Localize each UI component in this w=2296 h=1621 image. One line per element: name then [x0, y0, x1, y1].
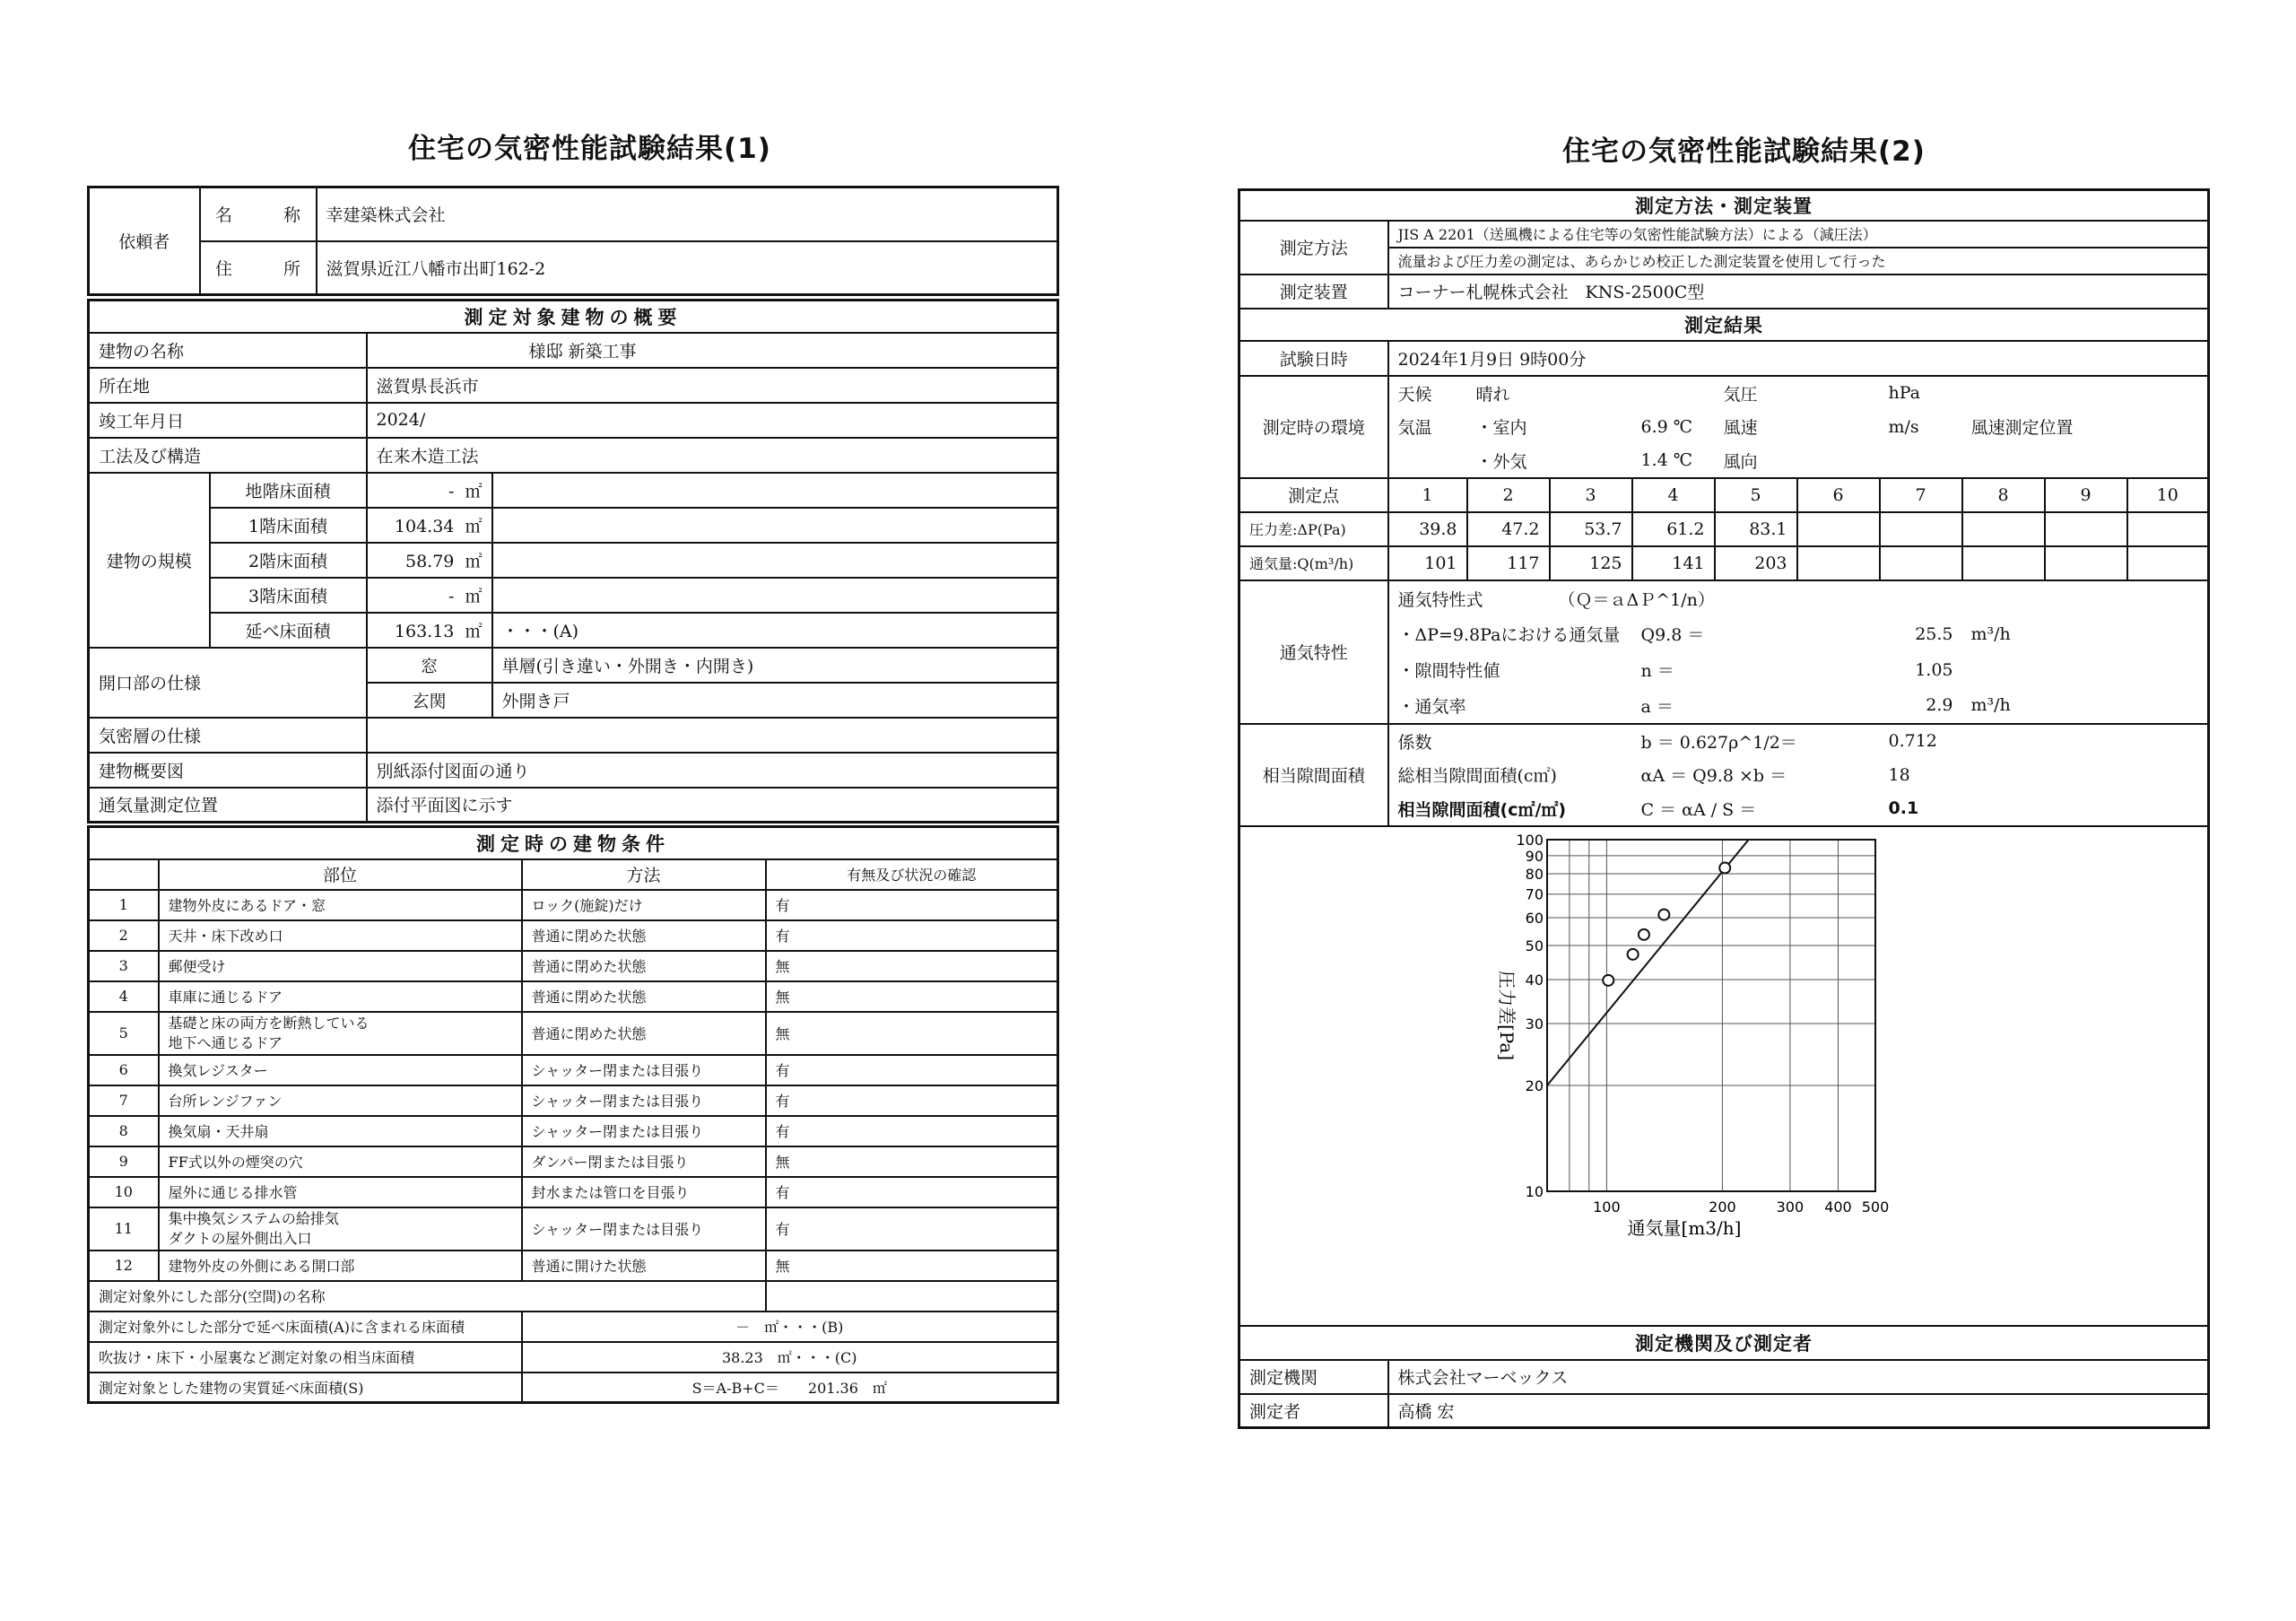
- scale-row-label: 延べ床面積: [210, 613, 367, 648]
- point-number: 9: [2045, 478, 2127, 512]
- condition-part: 基礎と床の両方を断熱している 地下へ通じるドア: [159, 1012, 522, 1055]
- scale-row-value: - ㎡: [367, 473, 492, 508]
- results-table: [1238, 188, 2210, 1429]
- overview-label: 工法及び構造: [89, 438, 367, 473]
- dp-value: [1962, 512, 2045, 546]
- device-label: 測定装置: [1239, 275, 1388, 309]
- condition-no: 11: [89, 1207, 159, 1251]
- method-label: 測定方法: [1239, 221, 1388, 275]
- condition-method: ダンパー閉または目張り: [522, 1146, 766, 1177]
- condition-status: 有: [766, 1055, 1058, 1085]
- q-value: 125: [1550, 546, 1632, 580]
- overview-value: 2024/: [367, 403, 1058, 438]
- condition-part: 集中換気システムの給排気 ダクトの屋外側出入口: [159, 1207, 522, 1251]
- y-axis-label: 圧力差[Pa]: [1496, 970, 1518, 1060]
- overview-label: 建物の名称: [89, 333, 367, 368]
- env-blank: [1880, 444, 2209, 478]
- condition-method: シャッター閉または目張り: [522, 1085, 766, 1116]
- data-point: [1658, 909, 1669, 919]
- env-pressure-label: 気圧: [1715, 376, 1880, 410]
- conditions-col-status: 有無及び状況の確認: [766, 859, 1058, 890]
- date-value: 2024年1月9日 9時00分: [1388, 341, 2209, 376]
- scale-row-value: 58.79 ㎡: [367, 543, 492, 578]
- env-blank: [1962, 376, 2209, 410]
- q-value: 117: [1467, 546, 1550, 580]
- conditions-table: [87, 825, 1059, 1404]
- summary-label: 測定対象外にした部分で延べ床面積(A)に含まれる床面積: [89, 1312, 522, 1342]
- point-number: 3: [1550, 478, 1632, 512]
- env-outdoor: 1.4 ℃: [1632, 444, 1715, 478]
- requester-name: 幸建築株式会社: [317, 187, 1058, 241]
- dp-label: 圧力差:ΔP(Pa): [1239, 512, 1388, 546]
- points-label: 測定点: [1239, 478, 1388, 512]
- org-label: 測定機関: [1239, 1360, 1388, 1394]
- summary-value: 38.23 ㎡・・・(C): [522, 1342, 1058, 1373]
- scale-row-label: 3階床面積: [210, 578, 367, 613]
- condition-method: シャッター閉または目張り: [522, 1055, 766, 1085]
- date-label: 試験日時: [1239, 341, 1388, 376]
- page2-title: 住宅の気密性能試験結果(2): [1562, 135, 1926, 168]
- opening-spec: 外開き戸: [492, 683, 1058, 718]
- condition-status: 無: [766, 1146, 1058, 1177]
- x-tick-label: 100: [1593, 1198, 1621, 1216]
- condition-method: シャッター閉または目張り: [522, 1116, 766, 1146]
- scale-row-suffix: [492, 508, 1058, 543]
- scale-row-suffix: [492, 578, 1058, 613]
- overview-value: 添付平面図に示す: [367, 788, 1058, 823]
- opening-spec: 単層(引き違い・外開き・内開き): [492, 648, 1058, 683]
- condition-part: 天井・床下改め口: [159, 920, 522, 951]
- condition-status: 有: [766, 1116, 1058, 1146]
- condition-status: 有: [766, 890, 1058, 920]
- overview-label: 気密層の仕様: [89, 718, 367, 753]
- requester-name-label: 名 称: [200, 187, 317, 241]
- conditions-col-part: 部位: [159, 859, 522, 890]
- condition-status: 有: [766, 1085, 1058, 1116]
- person-label: 測定者: [1239, 1394, 1388, 1428]
- env-label: 測定時の環境: [1239, 376, 1388, 478]
- airflow-a-val: 2.9: [1880, 688, 1962, 724]
- airflow-q98-val: 25.5: [1915, 623, 1953, 644]
- gap-total-sym: αA ＝ Q9.8 ×b ＝: [1640, 766, 1787, 786]
- condition-no: 2: [89, 920, 159, 951]
- dp-value: 47.2: [1467, 512, 1550, 546]
- condition-status: 無: [766, 981, 1058, 1012]
- overview-value: [367, 718, 1058, 753]
- airflow-n-val: 1.05: [1915, 659, 1953, 680]
- airflow-a-unit: m³/h: [1962, 688, 2209, 724]
- scale-row-suffix: [492, 473, 1058, 508]
- y-tick-label: 20: [1525, 1076, 1544, 1094]
- env-weather: 晴れ: [1467, 376, 1715, 410]
- env-indoor: 6.9 ℃: [1640, 416, 1693, 437]
- point-number: 5: [1715, 478, 1797, 512]
- overview-label: 竣工年月日: [89, 403, 367, 438]
- summary-value: S＝A-B+C＝ 201.36 ㎡: [522, 1373, 1058, 1403]
- conditions-header: 測定時の建物条件: [89, 827, 1058, 859]
- summary-value: [766, 1281, 1058, 1312]
- env-pressure-unit: hPa: [1880, 376, 1962, 410]
- q-value: [2127, 546, 2209, 580]
- summary-label: 測定対象とした建物の実質延べ床面積(S): [89, 1373, 522, 1403]
- scale-row-suffix: ・・・(A): [492, 613, 1058, 648]
- q-value: [1962, 546, 2045, 580]
- condition-no: 6: [89, 1055, 159, 1085]
- condition-method: 普通に閉めた状態: [522, 920, 766, 951]
- data-point: [1603, 974, 1613, 985]
- condition-no: 5: [89, 1012, 159, 1055]
- gap-c-val: 0.1: [1880, 792, 2209, 826]
- overview-value: 滋賀県長浜市: [367, 368, 1058, 403]
- airflow-q98-label: ・ΔP=9.8Paにおける通気量: [1388, 616, 1632, 652]
- condition-status: 無: [766, 951, 1058, 981]
- scale-label: 建物の規模: [89, 473, 210, 648]
- condition-part: 屋外に通じる排水管: [159, 1177, 522, 1207]
- condition-no: 8: [89, 1116, 159, 1146]
- condition-no: 1: [89, 890, 159, 920]
- q-value: 141: [1632, 546, 1715, 580]
- dp-value: 61.2: [1632, 512, 1715, 546]
- dp-value: [2045, 512, 2127, 546]
- point-number: 6: [1797, 478, 1880, 512]
- overview-table: [87, 299, 1059, 824]
- plot-frame: [1547, 840, 1875, 1191]
- gap-label: 相当隙間面積: [1239, 724, 1388, 826]
- y-tick-label: 100: [1516, 831, 1544, 849]
- data-point: [1628, 948, 1639, 959]
- gap-total-label: 総相当隙間面積(c㎡): [1388, 758, 1632, 792]
- x-tick-label: 200: [1709, 1198, 1736, 1216]
- point-number: 8: [1962, 478, 2045, 512]
- condition-part: 車庫に通じるドア: [159, 981, 522, 1012]
- condition-method: 普通に閉めた状態: [522, 951, 766, 981]
- airflow-a-sym: a ＝: [1632, 688, 1880, 724]
- dp-value: 83.1: [1715, 512, 1797, 546]
- dp-value: 53.7: [1550, 512, 1632, 546]
- condition-part: 郵便受け: [159, 951, 522, 981]
- gap-coef-val: 0.712: [1880, 724, 2209, 758]
- summary-value: － ㎡・・・(B): [522, 1312, 1058, 1342]
- env-wind-pos-label: 風速測定位置: [1962, 410, 2209, 444]
- condition-status: 無: [766, 1012, 1058, 1055]
- condition-status: 有: [766, 1177, 1058, 1207]
- dp-value: 39.8: [1388, 512, 1467, 546]
- data-point: [1639, 928, 1649, 939]
- airflow-blank: [1962, 652, 2209, 688]
- airflow-n-label: ・隙間特性値: [1388, 652, 1632, 688]
- scale-row-suffix: [492, 543, 1058, 578]
- summary-label: 吹抜け・床下・小屋裏など測定対象の相当床面積: [89, 1342, 522, 1373]
- page1-title: 住宅の気密性能試験結果(1): [408, 133, 771, 165]
- y-tick-label: 50: [1525, 937, 1544, 954]
- condition-part: 換気扇・天井扇: [159, 1116, 522, 1146]
- overview-header: 測定対象建物の概要: [89, 301, 1058, 333]
- gap-total-val: 18: [1880, 758, 2209, 792]
- gap-c-sym: C ＝ αA / S ＝: [1632, 792, 1880, 826]
- condition-status: 有: [766, 1207, 1058, 1251]
- method-line2: 流量および圧力差の測定は、あらかじめ校正した測定装置を使用して行った: [1388, 248, 2209, 275]
- q-value: [1880, 546, 1962, 580]
- overview-label: 所在地: [89, 368, 367, 403]
- overview-value: 在来木造工法: [367, 438, 1058, 473]
- scale-row-value: - ㎡: [367, 578, 492, 613]
- scale-row-label: 地階床面積: [210, 473, 367, 508]
- requester-label: 依頼者: [89, 187, 200, 295]
- chart-canvas: [1240, 827, 2207, 1325]
- y-tick-label: 30: [1525, 1015, 1544, 1033]
- person-value: 高橋 宏: [1388, 1394, 2209, 1428]
- y-tick-label: 70: [1525, 885, 1544, 903]
- env-outdoor-label: ・外気: [1467, 444, 1632, 478]
- condition-part: 換気レジスター: [159, 1055, 522, 1085]
- env-winddir-label: 風向: [1715, 444, 1880, 478]
- scale-row-value: 163.13 ㎡: [367, 613, 492, 648]
- condition-method: シャッター閉または目張り: [522, 1207, 766, 1251]
- condition-no: 12: [89, 1251, 159, 1281]
- conditions-col-no: [89, 859, 159, 890]
- dp-value: [2127, 512, 2209, 546]
- condition-method: 普通に閉めた状態: [522, 981, 766, 1012]
- gap-coef-sym: b ＝ 0.627ρ^1/2＝: [1632, 724, 1880, 758]
- point-number: 7: [1880, 478, 1962, 512]
- overview-value: 様邸 新築工事: [367, 333, 1058, 368]
- airflow-a-label: ・通気率: [1388, 688, 1632, 724]
- airflow-label: 通気特性: [1239, 580, 1388, 724]
- scale-row-value: 104.34 ㎡: [367, 508, 492, 543]
- dp-value: [1880, 512, 1962, 546]
- gap-c-label: 相当隙間面積(c㎡/㎡): [1388, 792, 1632, 826]
- env-indoor-label: ・室内: [1475, 418, 1527, 438]
- condition-method: 封水または管口を目張り: [522, 1177, 766, 1207]
- y-tick-label: 90: [1525, 847, 1544, 865]
- org-value: 株式会社マーベックス: [1388, 1360, 2209, 1394]
- condition-part: 台所レンジファン: [159, 1085, 522, 1116]
- env-temp-label: 気温: [1388, 410, 1467, 444]
- condition-part: 建物外皮の外側にある開口部: [159, 1251, 522, 1281]
- condition-status: 有: [766, 920, 1058, 951]
- condition-no: 3: [89, 951, 159, 981]
- conditions-col-method: 方法: [522, 859, 766, 890]
- env-blank: [1388, 444, 1467, 478]
- y-tick-label: 60: [1525, 909, 1544, 927]
- overview-label: 通気量測定位置: [89, 788, 367, 823]
- env-wind-label: 風速: [1723, 418, 1758, 438]
- device-value: コーナー札幌株式会社 KNS-2500C型: [1388, 275, 2209, 309]
- q-label: 通気量:Q(m³/h): [1239, 546, 1388, 580]
- point-number: 2: [1467, 478, 1550, 512]
- condition-no: 9: [89, 1146, 159, 1177]
- condition-method: 普通に閉めた状態: [522, 1012, 766, 1055]
- env-weather-label: 天候: [1388, 376, 1467, 410]
- condition-part: 建物外皮にあるドア・窓: [159, 890, 522, 920]
- requester-table: [87, 186, 1059, 296]
- results-header: 測定結果: [1239, 309, 2209, 341]
- condition-no: 10: [89, 1177, 159, 1207]
- condition-status: 無: [766, 1251, 1058, 1281]
- q-value: 203: [1715, 546, 1797, 580]
- airflow-n-sym: n ＝: [1640, 661, 1674, 681]
- opening-type: 玄関: [367, 683, 492, 718]
- airflow-q98-sym: Q9.8 ＝: [1640, 625, 1705, 645]
- q-value: [2045, 546, 2127, 580]
- method-line1: JIS A 2201（送風機による住宅等の気密性能試験方法）による（減圧法）: [1388, 221, 2209, 248]
- org-header: 測定機関及び測定者: [1239, 1326, 2209, 1360]
- airflow-formula: （Ｑ＝ａΔＰ^1/n）: [1550, 580, 2209, 616]
- overview-label: 建物概要図: [89, 753, 367, 788]
- condition-no: 7: [89, 1085, 159, 1116]
- scale-row-label: 1階床面積: [210, 508, 367, 543]
- requester-address: 滋賀県近江八幡市出町162-2: [317, 241, 1058, 295]
- fit-line: [1547, 840, 1749, 1085]
- data-point: [1719, 862, 1730, 873]
- point-number: 4: [1632, 478, 1715, 512]
- y-tick-label: 10: [1525, 1182, 1544, 1200]
- gap-coef-label: 係数: [1388, 724, 1632, 758]
- scale-row-label: 2階床面積: [210, 543, 367, 578]
- env-wind-unit: m/s: [1888, 416, 1919, 437]
- summary-label: 測定対象外にした部分(空間)の名称: [89, 1281, 766, 1312]
- overview-value: 別紙添付図面の通り: [367, 753, 1058, 788]
- condition-part: FF式以外の煙突の穴: [159, 1146, 522, 1177]
- method-header: 測定方法・測定装置: [1239, 190, 2209, 221]
- condition-no: 4: [89, 981, 159, 1012]
- dp-value: [1797, 512, 1880, 546]
- airflow-q98-unit: m³/h: [1962, 616, 2209, 652]
- q-value: 101: [1388, 546, 1467, 580]
- x-axis-label: 通気量[m3/h]: [1627, 1216, 1742, 1239]
- opening-type: 窓: [367, 648, 492, 683]
- opening-label: 開口部の仕様: [89, 648, 367, 718]
- y-tick-label: 80: [1525, 865, 1544, 883]
- condition-method: ロック(施錠)だけ: [522, 890, 766, 920]
- x-tick-label: 500: [1861, 1198, 1890, 1216]
- y-tick-label: 40: [1525, 971, 1544, 989]
- x-tick-label: 400: [1824, 1198, 1852, 1216]
- point-number: 1: [1388, 478, 1467, 512]
- airflow-formula-label: 通気特性式: [1388, 580, 1550, 616]
- pressure-flow-chart: [1239, 826, 2209, 1326]
- requester-address-label: 住 所: [200, 241, 317, 295]
- x-tick-label: 300: [1776, 1198, 1805, 1216]
- condition-method: 普通に開けた状態: [522, 1251, 766, 1281]
- q-value: [1797, 546, 1880, 580]
- point-number: 10: [2127, 478, 2209, 512]
